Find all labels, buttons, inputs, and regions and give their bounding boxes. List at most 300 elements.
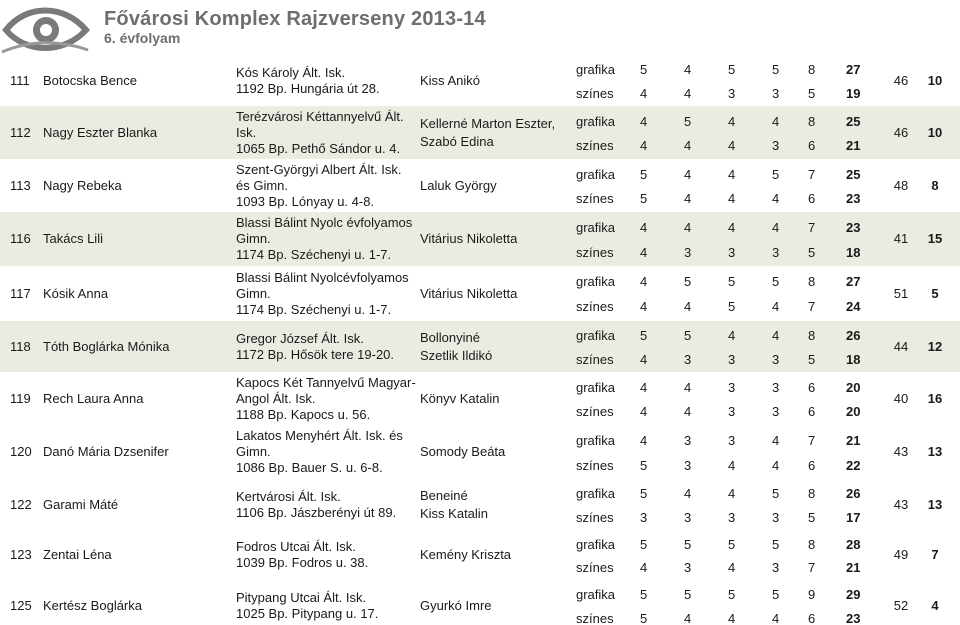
school-line: Gregor József Ált. Isk.: [236, 331, 364, 346]
score: 4: [684, 380, 692, 395]
school-line: 1086 Bp. Bauer S. u. 6-8.: [236, 460, 383, 475]
total-score: 49: [893, 547, 909, 562]
results-table: [0, 55, 960, 625]
score: 5: [728, 537, 736, 552]
table-row: [0, 106, 960, 159]
grafika-scores: [576, 220, 868, 236]
szines-scores: [576, 138, 868, 154]
category-sum: 17: [846, 510, 861, 525]
score: 4: [728, 138, 736, 153]
student-name: Kertész Boglárka: [43, 598, 142, 613]
score: 3: [772, 86, 780, 101]
teacher-line: Bollonyiné: [420, 330, 480, 345]
school-info: [236, 331, 394, 363]
score: 5: [684, 274, 692, 289]
school-line: 1174 Bp. Széchenyi u. 1-7.: [236, 247, 392, 262]
szines-scores: [576, 560, 868, 576]
teacher-line: Laluk György: [420, 178, 497, 193]
score: 3: [772, 138, 780, 153]
score: 3: [728, 404, 736, 419]
category-sum: 22: [846, 458, 861, 473]
school-line: 1093 Bp. Lónyay u. 4-8.: [236, 194, 375, 209]
grafika-scores: [576, 587, 868, 603]
category-label: grafika: [576, 62, 616, 77]
category-label: grafika: [576, 486, 616, 501]
student-name: Botocska Bence: [43, 73, 137, 88]
category-sum: 19: [846, 86, 861, 101]
category-label: színes: [576, 86, 614, 101]
score: 8: [808, 274, 816, 289]
score: 6: [808, 404, 816, 419]
score: 4: [684, 486, 692, 501]
category-sum: 23: [846, 191, 861, 206]
score: 5: [808, 86, 816, 101]
entry-number: 118: [10, 339, 31, 354]
grafika-scores: [576, 537, 868, 553]
table-row: [0, 55, 960, 106]
rank: 10: [927, 73, 943, 88]
category-sum: 25: [846, 114, 861, 129]
category-sum: 25: [846, 167, 861, 182]
school-line: Angol Ált. Isk.: [236, 391, 316, 406]
score: 4: [772, 220, 780, 235]
teacher-name: [420, 285, 517, 303]
teacher-line: Gyurkó Imre: [420, 598, 492, 613]
score: 4: [728, 611, 736, 625]
category-label: színes: [576, 404, 614, 419]
category-label: grafika: [576, 167, 616, 182]
szines-scores: [576, 352, 868, 368]
score: 4: [728, 458, 736, 473]
score: 6: [808, 138, 816, 153]
score: 8: [808, 328, 816, 343]
score: 5: [640, 458, 648, 473]
teacher-name: [420, 487, 488, 523]
score: 5: [684, 537, 692, 552]
school-line: Lakatos Menyhért Ált. Isk. és: [236, 428, 403, 443]
total-score: 51: [893, 286, 909, 301]
score: 4: [728, 328, 736, 343]
score: 5: [772, 62, 780, 77]
score: 3: [684, 352, 692, 367]
student-name: Garami Máté: [43, 497, 119, 512]
school-line: 1172 Bp. Hősök tere 19-20.: [236, 347, 395, 362]
category-sum: 26: [846, 486, 861, 501]
szines-scores: [576, 611, 868, 625]
school-info: [236, 162, 401, 210]
entry-number: 117: [10, 286, 31, 301]
student-name: Nagy Rebeka: [43, 178, 122, 193]
score: 4: [684, 62, 692, 77]
teacher-line: Kemény Kriszta: [420, 547, 512, 562]
table-row: [0, 530, 960, 580]
entry-number: 120: [10, 444, 32, 459]
rank: 7: [931, 547, 939, 562]
score: 4: [684, 299, 692, 314]
category-sum: 23: [846, 220, 861, 235]
szines-scores: [576, 404, 868, 420]
student-name: Kósik Anna: [43, 286, 109, 301]
score: 4: [684, 86, 692, 101]
score: 4: [640, 404, 648, 419]
score: 4: [640, 245, 648, 260]
score: 7: [808, 167, 816, 182]
school-line: 1039 Bp. Fodros u. 38.: [236, 555, 369, 570]
category-sum: 21: [846, 138, 861, 153]
teacher-line: Kiss Katalin: [420, 506, 488, 521]
teacher-line: Beneiné: [420, 488, 468, 503]
rank: 13: [927, 444, 943, 459]
school-line: 1188 Bp. Kapocs u. 56.: [236, 407, 371, 422]
score: 5: [808, 245, 816, 260]
category-sum: 26: [846, 328, 861, 343]
score: 8: [808, 114, 816, 129]
category-label: grafika: [576, 220, 616, 235]
total-score: 48: [893, 178, 909, 193]
category-label: színes: [576, 191, 614, 206]
category-label: színes: [576, 458, 614, 473]
score: 4: [728, 167, 736, 182]
score: 4: [728, 191, 736, 206]
entry-number: 112: [10, 125, 31, 140]
grafika-scores: [576, 167, 868, 183]
category-label: grafika: [576, 274, 616, 289]
score: 4: [772, 611, 780, 625]
score: 8: [808, 62, 816, 77]
score: 4: [640, 274, 648, 289]
school-line: Pitypang Utcai Ált. Isk.: [236, 590, 367, 605]
score: 4: [728, 560, 736, 575]
score: 4: [640, 433, 648, 448]
szines-scores: [576, 299, 868, 315]
szines-scores: [576, 510, 868, 526]
student-name: Tóth Boglárka Mónika: [43, 339, 170, 354]
school-line: 1174 Bp. Széchenyi u. 1-7.: [236, 302, 392, 317]
score: 7: [808, 433, 816, 448]
score: 5: [808, 352, 816, 367]
entry-number: 111: [10, 73, 30, 88]
score: 4: [728, 486, 736, 501]
category-sum: 20: [846, 380, 861, 395]
score: 5: [728, 299, 736, 314]
school-line: Gimn.: [236, 231, 271, 246]
score: 4: [640, 299, 648, 314]
page-subtitle: 6. évfolyam: [104, 30, 181, 46]
category-sum: 21: [846, 433, 861, 448]
category-label: színes: [576, 611, 614, 625]
score: 3: [728, 380, 736, 395]
table-row: [0, 479, 960, 530]
teacher-name: [420, 443, 505, 461]
school-line: Terézvárosi Kéttannyelvű Ált.: [236, 109, 404, 124]
school-info: [236, 270, 409, 318]
category-label: színes: [576, 299, 614, 314]
school-line: 1192 Bp. Hungária út 28.: [236, 81, 380, 96]
entry-number: 123: [10, 547, 32, 562]
score: 5: [684, 587, 692, 602]
score: 3: [728, 433, 736, 448]
table-row: [0, 425, 960, 479]
teacher-name: [420, 230, 517, 248]
teacher-line: Somody Beáta: [420, 444, 506, 459]
score: 7: [808, 560, 816, 575]
score: 4: [728, 114, 736, 129]
school-line: Kertvárosi Ált. Isk.: [236, 489, 341, 504]
total-score: 46: [893, 125, 909, 140]
entry-number: 116: [10, 231, 31, 246]
score: 3: [684, 245, 692, 260]
score: 7: [808, 220, 816, 235]
szines-scores: [576, 191, 868, 207]
rank: 13: [927, 497, 943, 512]
category-sum: 28: [846, 537, 861, 552]
category-label: grafika: [576, 433, 616, 448]
category-sum: 20: [846, 404, 861, 419]
score: 5: [640, 191, 648, 206]
eye-logo-icon: [0, 0, 90, 58]
score: 5: [772, 587, 780, 602]
category-label: grafika: [576, 114, 616, 129]
category-label: színes: [576, 560, 614, 575]
school-info: [236, 109, 404, 157]
score: 5: [640, 486, 648, 501]
score: 3: [772, 510, 780, 525]
school-info: [236, 590, 378, 622]
rank: 8: [931, 178, 939, 193]
student-name: Zentai Léna: [43, 547, 112, 562]
teacher-line: Kellerné Marton Eszter,: [420, 116, 556, 131]
category-sum: 27: [846, 62, 861, 77]
score: 4: [640, 138, 648, 153]
school-line: 1065 Bp. Pethő Sándor u. 4.: [236, 141, 401, 156]
category-sum: 18: [846, 245, 861, 260]
category-label: színes: [576, 352, 614, 367]
page-title: Fővárosi Komplex Rajzverseny 2013-14: [104, 8, 486, 30]
score: 5: [640, 611, 648, 625]
student-name: Nagy Eszter Blanka: [43, 125, 158, 140]
entry-number: 125: [10, 598, 32, 613]
score: 3: [684, 560, 692, 575]
entry-number: 113: [10, 178, 31, 193]
grafika-scores: [576, 486, 868, 502]
score: 5: [684, 328, 692, 343]
teacher-line: Szabó Edina: [420, 134, 494, 149]
score: 3: [728, 245, 736, 260]
score: 3: [728, 510, 736, 525]
category-label: színes: [576, 245, 614, 260]
score: 8: [808, 537, 816, 552]
entry-number: 122: [10, 497, 32, 512]
score: 3: [640, 510, 648, 525]
grafika-scores: [576, 380, 868, 396]
szines-scores: [576, 86, 868, 102]
score: 6: [808, 191, 816, 206]
total-score: 52: [893, 598, 909, 613]
school-info: [236, 375, 416, 423]
category-sum: 21: [846, 560, 861, 575]
category-sum: 18: [846, 352, 861, 367]
score: 6: [808, 380, 816, 395]
school-line: Gimn.: [236, 286, 271, 301]
score: 5: [772, 537, 780, 552]
score: 6: [808, 611, 816, 625]
category-sum: 24: [846, 299, 861, 314]
score: 3: [772, 380, 780, 395]
score: 5: [772, 486, 780, 501]
score: 3: [772, 352, 780, 367]
total-score: 43: [893, 444, 909, 459]
score: 4: [772, 433, 780, 448]
score: 5: [640, 62, 648, 77]
score: 4: [684, 220, 692, 235]
table-row: [0, 159, 960, 212]
score: 5: [772, 167, 780, 182]
rank: 10: [927, 125, 943, 140]
school-info: [236, 65, 380, 97]
school-line: Kapocs Két Tannyelvű Magyar-: [236, 375, 416, 390]
table-row: [0, 580, 960, 625]
teacher-name: [420, 72, 480, 90]
score: 3: [772, 560, 780, 575]
teacher-name: [420, 597, 492, 615]
score: 4: [684, 611, 692, 625]
score: 5: [728, 62, 736, 77]
score: 4: [684, 404, 692, 419]
score: 4: [684, 138, 692, 153]
teacher-name: [420, 115, 555, 151]
school-info: [236, 489, 396, 521]
score: 4: [640, 86, 648, 101]
score: 5: [728, 274, 736, 289]
score: 4: [772, 191, 780, 206]
rank: 12: [927, 339, 943, 354]
school-line: Szent-Györgyi Albert Ált. Isk.: [236, 162, 402, 177]
student-name: Takács Lili: [43, 231, 103, 246]
score: 3: [684, 458, 692, 473]
teacher-name: [420, 329, 492, 365]
grafika-scores: [576, 433, 868, 449]
rank: 16: [927, 391, 943, 406]
teacher-name: [420, 546, 511, 564]
rank: 15: [927, 231, 943, 246]
score: 5: [640, 328, 648, 343]
school-line: Blassi Bálint Nyolcévfolyamos: [236, 270, 409, 285]
category-label: grafika: [576, 380, 616, 395]
szines-scores: [576, 245, 868, 261]
school-line: Fodros Utcai Ált. Isk.: [236, 539, 356, 554]
score: 4: [640, 380, 648, 395]
score: 4: [640, 220, 648, 235]
total-score: 40: [893, 391, 909, 406]
teacher-name: [420, 390, 500, 408]
score: 4: [772, 328, 780, 343]
category-label: grafika: [576, 328, 616, 343]
school-line: Blassi Bálint Nyolc évfolyamos: [236, 215, 413, 230]
score: 8: [808, 486, 816, 501]
school-info: [236, 215, 412, 263]
score: 3: [772, 404, 780, 419]
school-line: és Gimn.: [236, 178, 289, 193]
category-label: grafika: [576, 537, 616, 552]
score: 5: [640, 537, 648, 552]
school-line: Gimn.: [236, 444, 271, 459]
score: 4: [684, 191, 692, 206]
student-name: Danó Mária Dzsenifer: [43, 444, 169, 459]
total-score: 44: [893, 339, 909, 354]
table-row: [0, 372, 960, 425]
school-line: 1106 Bp. Jászberényi út 89.: [236, 505, 397, 520]
grafika-scores: [576, 62, 868, 78]
score: 4: [772, 458, 780, 473]
teacher-line: Kiss Anikó: [420, 73, 480, 88]
score: 5: [640, 587, 648, 602]
table-row: [0, 212, 960, 266]
total-score: 46: [893, 73, 909, 88]
school-line: 1025 Bp. Pitypang u. 17.: [236, 606, 379, 621]
score: 6: [808, 458, 816, 473]
rank: 5: [931, 286, 939, 301]
score: 4: [640, 114, 648, 129]
table-row: [0, 266, 960, 321]
score: 3: [728, 352, 736, 367]
category-label: színes: [576, 138, 614, 153]
score: 4: [640, 352, 648, 367]
school-line: Kós Károly Ált. Isk.: [236, 65, 346, 80]
teacher-line: Könyv Katalin: [420, 391, 500, 406]
category-label: grafika: [576, 587, 616, 602]
score: 5: [772, 274, 780, 289]
score: 4: [728, 220, 736, 235]
category-sum: 23: [846, 611, 861, 625]
score: 9: [808, 587, 816, 602]
category-sum: 29: [846, 587, 861, 602]
rank: 4: [931, 598, 939, 613]
score: 4: [640, 560, 648, 575]
score: 4: [684, 167, 692, 182]
entry-number: 119: [10, 391, 31, 406]
score: 5: [728, 587, 736, 602]
teacher-line: Szetlik Ildikó: [420, 348, 493, 363]
score: 7: [808, 299, 816, 314]
score: 5: [640, 167, 648, 182]
student-name: Rech Laura Anna: [43, 391, 144, 406]
score: 5: [684, 114, 692, 129]
school-info: [236, 428, 403, 476]
grafika-scores: [576, 114, 868, 130]
page-header: [0, 0, 960, 58]
score: 3: [684, 433, 692, 448]
szines-scores: [576, 458, 868, 474]
category-sum: 27: [846, 274, 861, 289]
category-label: színes: [576, 510, 614, 525]
teacher-line: Vitárius Nikoletta: [420, 286, 518, 301]
teacher-name: [420, 177, 497, 195]
total-score: 43: [893, 497, 909, 512]
score: 4: [772, 299, 780, 314]
grafika-scores: [576, 274, 868, 290]
school-line: Isk.: [236, 125, 257, 140]
school-info: [236, 539, 368, 571]
score: 3: [772, 245, 780, 260]
teacher-line: Vitárius Nikoletta: [420, 231, 518, 246]
score: 3: [728, 86, 736, 101]
table-row: [0, 321, 960, 372]
grafika-scores: [576, 328, 868, 344]
score: 5: [808, 510, 816, 525]
total-score: 41: [893, 231, 909, 246]
score: 4: [772, 114, 780, 129]
score: 3: [684, 510, 692, 525]
